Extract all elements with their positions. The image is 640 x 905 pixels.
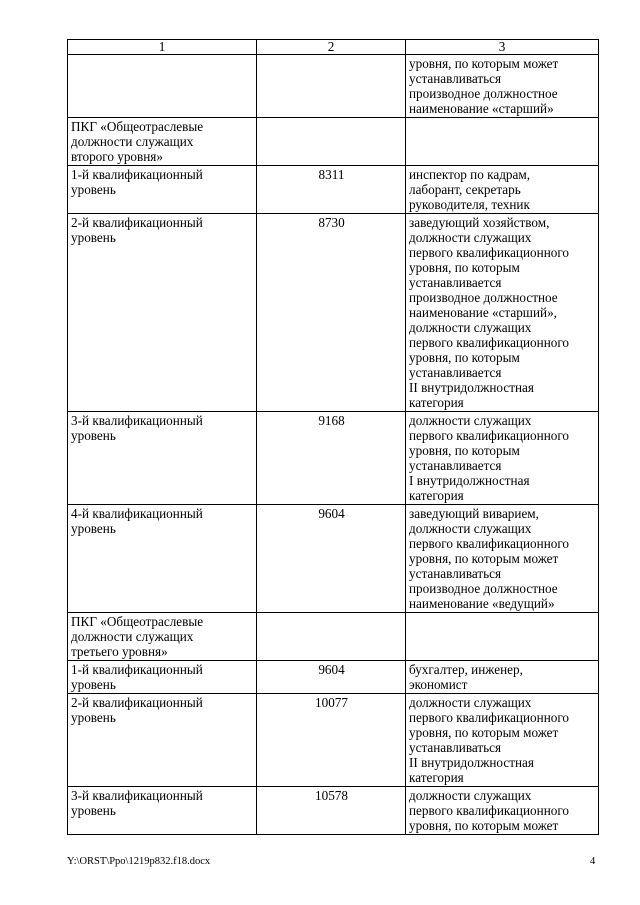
- cell-line: заведующий виварием,: [409, 506, 539, 521]
- cell-line: уровня, по которым: [409, 260, 520, 275]
- cell-line: должности служащих: [409, 320, 532, 335]
- table-row: [68, 505, 599, 613]
- positions-cell: [406, 166, 599, 214]
- cell-line: II внутридолжностная: [409, 380, 534, 395]
- cell-line: второго уровня»: [71, 149, 163, 164]
- positions-cell: [406, 613, 599, 661]
- cell-line: уровень: [71, 230, 116, 245]
- cell-line: уровень: [71, 182, 116, 197]
- table-row: [68, 412, 599, 505]
- column-header-3: 3: [406, 40, 599, 55]
- cell-line: уровня, по которым может: [409, 551, 559, 566]
- cell-line: должности служащих: [409, 413, 532, 428]
- cell-line: заведующий хозяйством,: [409, 215, 550, 230]
- cell-line: ПКГ «Общеотраслевые: [71, 119, 204, 134]
- cell-line: уровень: [71, 803, 116, 818]
- footer-file-path: Y:\ORST\Ppo\1219p832.f18.docx: [67, 856, 211, 867]
- cell-line: I внутридолжностная: [409, 473, 530, 488]
- cell-line: третьего уровня»: [71, 644, 168, 659]
- cell-line: уровня, по которым может: [409, 725, 559, 740]
- cell-line: наименование «старший»: [409, 101, 554, 116]
- cell-line: уровня, по которым: [409, 443, 520, 458]
- salary-value-cell: 8311: [257, 166, 406, 214]
- cell-line: категория: [409, 770, 464, 785]
- qualification-level-cell: [68, 55, 257, 118]
- cell-line: должности служащих: [409, 230, 532, 245]
- table-header-row: [68, 40, 599, 55]
- cell-line: устанавливается: [409, 458, 502, 473]
- salary-value-cell: 9604: [257, 661, 406, 694]
- cell-line: уровень: [71, 521, 116, 536]
- salary-value-cell: [257, 613, 406, 661]
- cell-line: устанавливается: [409, 365, 502, 380]
- salary-value-cell: 10578: [257, 787, 406, 835]
- qualification-level-cell: [68, 505, 257, 613]
- table-row: [68, 694, 599, 787]
- table-row: [68, 214, 599, 412]
- table-row: [68, 613, 599, 661]
- salary-value-cell: [257, 55, 406, 118]
- qualification-level-cell: [68, 118, 257, 166]
- cell-line: устанавливаться: [409, 566, 502, 581]
- cell-line: 3-й квалификационный: [71, 413, 203, 428]
- cell-line: 3-й квалификационный: [71, 788, 203, 803]
- cell-line: экономист: [409, 677, 468, 692]
- footer-page-number: 4: [590, 856, 596, 867]
- qualification-level-cell: [68, 214, 257, 412]
- cell-line: 2-й квалификационный: [71, 695, 203, 710]
- cell-line: уровень: [71, 428, 116, 443]
- positions-cell: [406, 694, 599, 787]
- qualification-level-cell: [68, 412, 257, 505]
- cell-line: первого квалификационного: [409, 710, 570, 725]
- column-header-2: 2: [257, 40, 406, 55]
- salary-value-cell: 9604: [257, 505, 406, 613]
- cell-line: должности служащих: [71, 134, 194, 149]
- positions-cell: [406, 505, 599, 613]
- positions-cell: [406, 787, 599, 835]
- cell-line: категория: [409, 395, 464, 410]
- qualification-level-cell: [68, 661, 257, 694]
- qualification-level-cell: [68, 613, 257, 661]
- table-row: [68, 787, 599, 835]
- cell-line: должности служащих: [71, 629, 194, 644]
- cell-line: 1-й квалификационный: [71, 167, 203, 182]
- cell-line: должности служащих: [409, 521, 532, 536]
- cell-line: уровня, по которым может: [409, 56, 559, 71]
- cell-line: уровень: [71, 677, 116, 692]
- cell-line: первого квалификационного: [409, 428, 570, 443]
- salary-value-cell: 10077: [257, 694, 406, 787]
- cell-line: 1-й квалификационный: [71, 662, 203, 677]
- positions-cell: [406, 118, 599, 166]
- positions-cell: [406, 661, 599, 694]
- cell-line: лаборант, секретарь: [409, 182, 521, 197]
- cell-line: уровня, по которым: [409, 350, 520, 365]
- cell-line: категория: [409, 488, 464, 503]
- cell-line: наименование «ведущий»: [409, 596, 555, 611]
- cell-line: производное должностное: [409, 86, 558, 101]
- table-row: [68, 55, 599, 118]
- cell-line: бухгалтер, инженер,: [409, 662, 523, 677]
- cell-line: первого квалификационного: [409, 536, 570, 551]
- cell-line: руководителя, техник: [409, 197, 530, 212]
- cell-line: должности служащих: [409, 695, 532, 710]
- cell-line: ПКГ «Общеотраслевые: [71, 614, 204, 629]
- cell-line: устанавливаться: [409, 71, 502, 86]
- positions-cell: [406, 412, 599, 505]
- cell-line: уровня, по которым может: [409, 818, 559, 833]
- qualification-level-cell: [68, 787, 257, 835]
- cell-line: первого квалификационного: [409, 335, 570, 350]
- cell-line: производное должностное: [409, 290, 558, 305]
- cell-line: 4-й квалификационный: [71, 506, 203, 521]
- cell-line: наименование «старший»,: [409, 305, 557, 320]
- table-row: [68, 661, 599, 694]
- cell-line: инспектор по кадрам,: [409, 167, 530, 182]
- salary-value-cell: 9168: [257, 412, 406, 505]
- cell-line: устанавливается: [409, 275, 502, 290]
- table-row: [68, 166, 599, 214]
- cell-line: производное должностное: [409, 581, 558, 596]
- table-row: [68, 118, 599, 166]
- cell-line: устанавливаться: [409, 740, 502, 755]
- column-header-1: 1: [68, 40, 257, 55]
- salary-table: [67, 39, 599, 835]
- positions-cell: [406, 214, 599, 412]
- cell-line: уровень: [71, 710, 116, 725]
- cell-line: 2-й квалификационный: [71, 215, 203, 230]
- salary-value-cell: 8730: [257, 214, 406, 412]
- qualification-level-cell: [68, 694, 257, 787]
- qualification-level-cell: [68, 166, 257, 214]
- table-body: [68, 55, 599, 835]
- cell-line: первого квалификационного: [409, 245, 570, 260]
- cell-line: II внутридолжностная: [409, 755, 534, 770]
- cell-line: должности служащих: [409, 788, 532, 803]
- positions-cell: [406, 55, 599, 118]
- salary-value-cell: [257, 118, 406, 166]
- cell-line: первого квалификационного: [409, 803, 570, 818]
